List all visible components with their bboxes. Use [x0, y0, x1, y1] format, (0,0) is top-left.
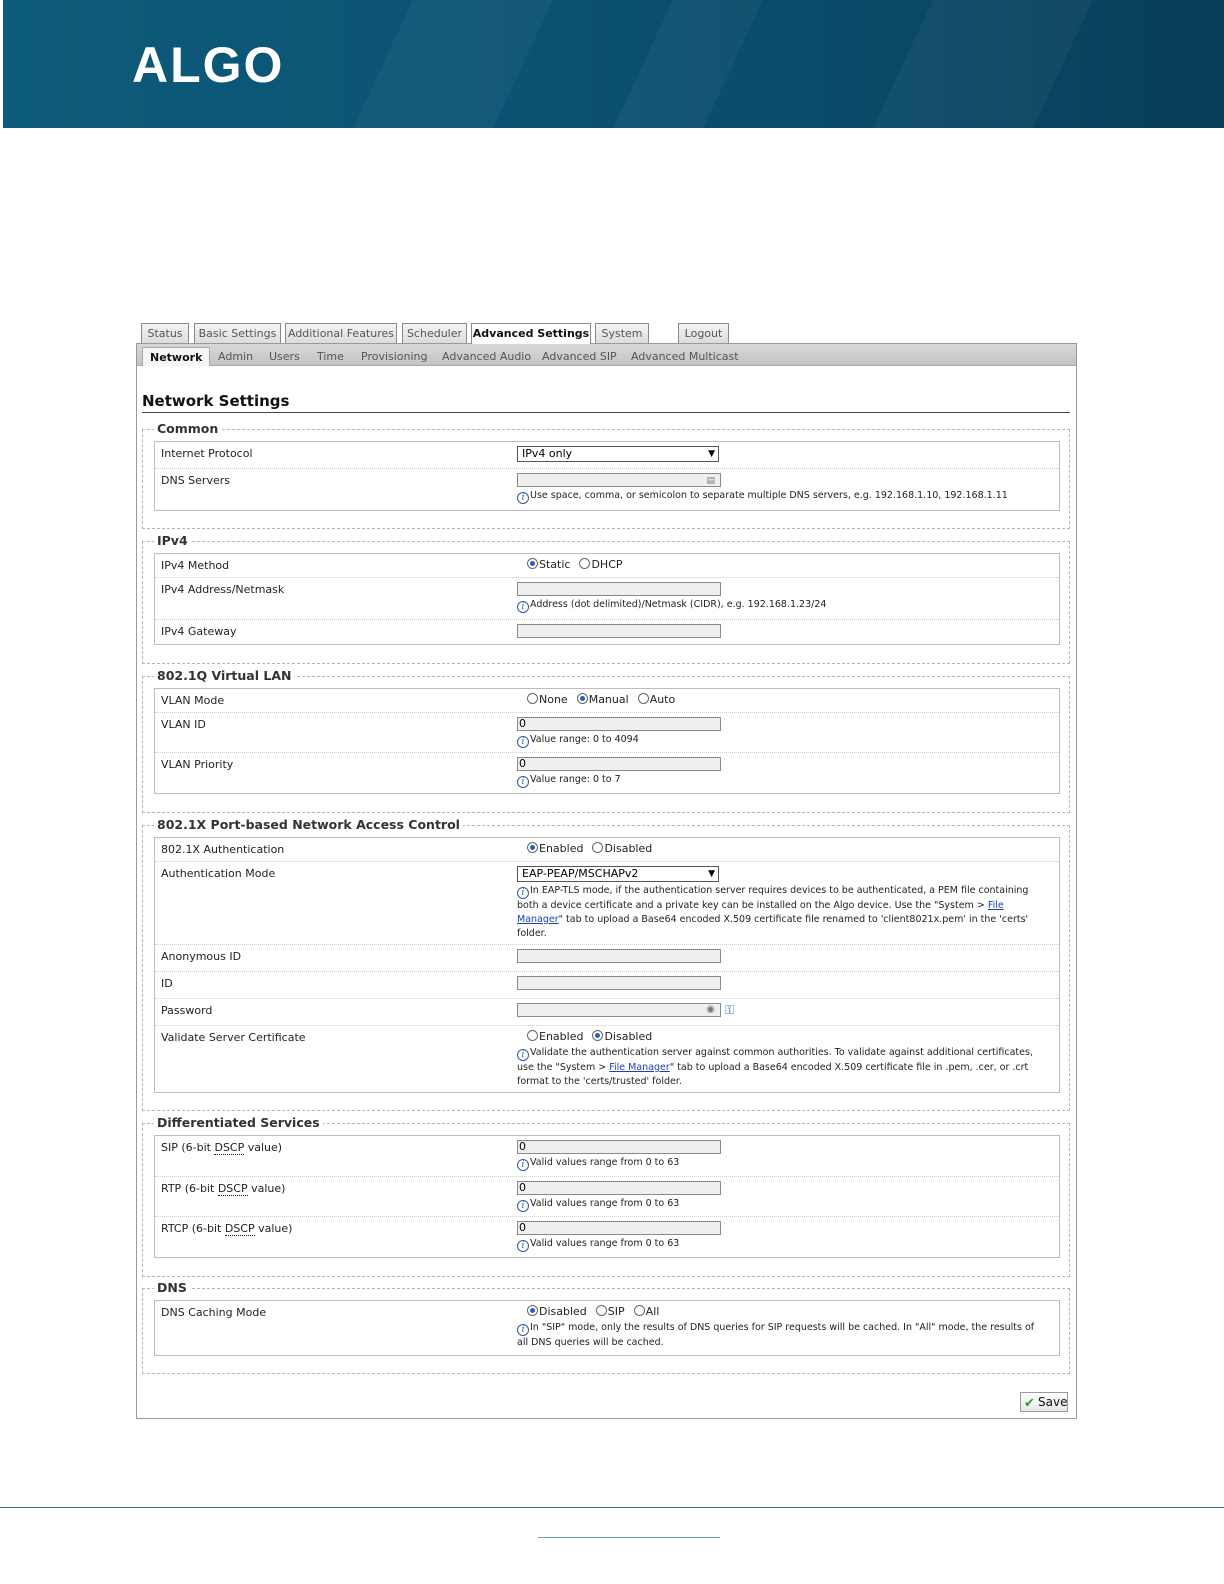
algo-logo: ALGO	[132, 37, 285, 93]
validate-disabled-radio[interactable]	[592, 1030, 603, 1041]
banner-stripe	[353, 0, 553, 128]
diffserv-table	[154, 1135, 1060, 1258]
dns-caching-label: DNS Caching Mode	[161, 1306, 267, 1319]
vlan-id-row	[155, 713, 1059, 753]
rtcp-dscp-control	[517, 1221, 1047, 1252]
ipv4-address-label: IPv4 Address/Netmask	[161, 583, 285, 596]
subtab-time[interactable]: Time	[317, 350, 344, 363]
info-icon: i	[517, 601, 529, 613]
subtab-advanced-multicast[interactable]: Advanced Multicast	[631, 350, 739, 363]
validate-cert-control: Enabled Disabled i Validate the authentication server against common authorities. To validate against additional certificates, use the "System > File Manager" tab to upload a Base64 encoded X.509 certificate file in .pem, .cer, or .crt format to the 'certs/trusted' folder.	[517, 1030, 1047, 1089]
footer-accent-line	[538, 1537, 720, 1538]
tab-advanced-settings[interactable]: Advanced Settings	[471, 323, 591, 344]
password-label: Password	[161, 1004, 213, 1017]
auth-mode-hint: i In EAP-TLS mode, if the authentication server requires devices to be authenticated, a PEM file containing both a device certificate and a private key can be installed on the Algo device. Use the "System > File Manager" tab to upload a Base64 encoded X.509 certificate file renamed to 'client8021x.pem' in the 'certs' folder.	[517, 885, 1029, 939]
subtab-provisioning[interactable]: Provisioning	[361, 350, 428, 363]
file-manager-link[interactable]: File Manager	[517, 900, 1004, 925]
vlan-priority-hint: i Value range: 0 to 7	[517, 773, 1047, 788]
ipv4-dhcp-radio[interactable]	[579, 558, 590, 569]
common-legend: Common	[154, 421, 221, 436]
ipv4-legend: IPv4	[154, 533, 191, 548]
vlan-id-input[interactable]: 0	[517, 717, 721, 731]
password-input[interactable]	[517, 1003, 721, 1017]
dot1x-mode-row	[155, 862, 1059, 945]
ipv4-section	[142, 533, 1070, 664]
ipv4-address-hint: i Address (dot delimited)/Netmask (CIDR), e.g. 192.168.1.23/24	[517, 598, 1047, 613]
ipv4-gateway-input[interactable]	[517, 624, 721, 638]
page-title: Network Settings	[142, 392, 1070, 413]
vlan-priority-input[interactable]: 0	[517, 757, 721, 771]
internet-protocol-row	[155, 442, 1059, 469]
dns-section	[142, 1280, 1070, 1374]
ipv4-method-control: Static DHCP	[527, 558, 1057, 572]
dns-servers-label: DNS Servers	[161, 474, 230, 487]
rtcp-dscp-hint: i Valid values range from 0 to 63	[517, 1237, 1047, 1252]
chevron-down-icon: ▼	[708, 449, 715, 459]
chevron-down-icon: ▼	[708, 869, 715, 879]
dns-cache-all-radio[interactable]	[634, 1305, 645, 1316]
vlan-priority-label: VLAN Priority	[161, 758, 234, 771]
diffserv-legend: Differentiated Services	[154, 1115, 323, 1130]
validate-cert-label: Validate Server Certificate	[161, 1031, 306, 1044]
id-label: ID	[161, 977, 173, 990]
subtab-advanced-audio[interactable]: Advanced Audio	[442, 350, 532, 363]
auth-mode-select[interactable]	[517, 866, 719, 882]
dot1x-legend: 802.1X Port-based Network Access Control	[154, 817, 463, 832]
vlan-none-radio[interactable]	[527, 693, 538, 704]
rtp-dscp-input[interactable]: 0	[517, 1181, 721, 1195]
info-icon: i	[517, 492, 529, 504]
rtcp-dscp-row	[155, 1217, 1059, 1258]
dns-caching-hint: i In "SIP" mode, only the results of DNS queries for SIP requests will be cached. In "All" mode, the results of all DNS queries will be cached.	[517, 1322, 1035, 1348]
checkmark-icon: ✔	[1024, 1396, 1035, 1411]
rtp-dscp-control	[517, 1181, 1047, 1212]
subtab-users[interactable]: Users	[269, 350, 300, 363]
rtp-dscp-row	[155, 1177, 1059, 1217]
save-button[interactable]: ✔ Save	[1020, 1392, 1068, 1412]
dns-caching-control: Disabled SIP All i In "SIP" mode, only the results of DNS queries for SIP requests will be cached. In "All" mode, the results of all DNS queries will be cached.	[517, 1305, 1047, 1350]
rtp-dscp-hint: i Valid values range from 0 to 63	[517, 1197, 1047, 1212]
subtab-advanced-sip[interactable]: Advanced SIP	[542, 350, 617, 363]
rtcp-dscp-label: RTCP (6-bit DSCP value)	[161, 1222, 293, 1235]
sub-navigation	[137, 344, 1076, 366]
info-icon: i	[517, 1049, 529, 1061]
dot1x-mode-label: Authentication Mode	[161, 867, 276, 880]
dns-table	[154, 1300, 1060, 1356]
subtab-network[interactable]: Network	[142, 347, 210, 366]
sip-dscp-row	[155, 1136, 1059, 1177]
ipv4-method-row	[155, 554, 1059, 578]
common-section	[142, 421, 1070, 529]
vlan-auto-radio[interactable]	[638, 693, 649, 704]
file-manager-link[interactable]: File Manager	[609, 1062, 670, 1073]
ipv4-method-label: IPv4 Method	[161, 559, 230, 572]
sip-dscp-hint: i Valid values range from 0 to 63	[517, 1156, 1047, 1171]
validate-cert-row	[155, 1026, 1059, 1093]
tab-scheduler[interactable]: Scheduler	[402, 323, 467, 343]
keys-icon[interactable]: ⚿	[725, 1003, 735, 1017]
id-input[interactable]	[517, 976, 721, 990]
validate-enabled-radio[interactable]	[527, 1030, 538, 1041]
password-control	[517, 1003, 1047, 1017]
vlan-manual-radio[interactable]	[577, 693, 588, 704]
info-icon: i	[517, 1159, 529, 1171]
banner-stripe	[613, 0, 763, 128]
common-table	[154, 441, 1060, 511]
id-control	[517, 976, 1047, 990]
dot1x-disabled-radio[interactable]	[592, 842, 603, 853]
list-icon[interactable]: ▤	[706, 476, 715, 486]
rtp-dscp-label: RTP (6-bit DSCP value)	[161, 1182, 286, 1195]
info-icon: i	[517, 1324, 529, 1336]
info-icon: i	[517, 1240, 529, 1252]
vlan-id-hint: i Value range: 0 to 4094	[517, 733, 1047, 748]
ipv4-address-control	[517, 582, 1047, 613]
password-row	[155, 999, 1059, 1026]
dns-servers-hint: i Use space, comma, or semicolon to separate multiple DNS servers, e.g. 192.168.1.10, 192.168.1.11	[517, 489, 1047, 504]
ipv4-table	[154, 553, 1060, 645]
dot1x-section	[142, 817, 1070, 1111]
banner-stripe	[873, 0, 1093, 128]
info-icon: i	[517, 776, 529, 788]
dns-cache-sip-radio[interactable]	[596, 1305, 607, 1316]
dot1x-auth-label: 802.1X Authentication	[161, 843, 285, 856]
dns-servers-control	[517, 473, 1047, 504]
vlan-priority-control	[517, 757, 1047, 788]
info-icon: i	[517, 887, 529, 899]
ipv4-address-row	[155, 578, 1059, 620]
internet-protocol-control	[517, 446, 1047, 462]
diffserv-section	[142, 1115, 1070, 1277]
auth-mode-value: EAP-PEAP/MSCHAPv2	[522, 867, 639, 880]
ipv4-static-radio[interactable]	[527, 558, 538, 569]
vlan-section	[142, 668, 1070, 813]
anonymous-id-label: Anonymous ID	[161, 950, 242, 963]
dot1x-enabled-radio[interactable]	[527, 842, 538, 853]
show-password-icon[interactable]: ◉	[706, 1004, 715, 1015]
anonymous-id-input[interactable]	[517, 949, 721, 963]
vlan-table	[154, 688, 1060, 794]
internet-protocol-value: IPv4 only	[522, 447, 573, 460]
dns-cache-disabled-radio[interactable]	[527, 1305, 538, 1316]
info-icon: i	[517, 736, 529, 748]
tab-logout[interactable]: Logout	[678, 323, 729, 343]
internet-protocol-select[interactable]	[517, 446, 719, 462]
footer-divider	[0, 1507, 1224, 1508]
dns-legend: DNS	[154, 1280, 190, 1295]
anonymous-id-control	[517, 949, 1047, 963]
ipv4-address-input[interactable]	[517, 582, 721, 596]
vlan-mode-label: VLAN Mode	[161, 694, 225, 707]
sip-dscp-input[interactable]: 0	[517, 1140, 721, 1154]
vlan-mode-row	[155, 689, 1059, 713]
dot1x-auth-control: Enabled Disabled	[527, 842, 1057, 856]
dot1x-mode-control	[517, 866, 1047, 941]
dns-caching-row	[155, 1301, 1059, 1355]
dns-servers-input[interactable]	[517, 473, 721, 487]
dot1x-auth-row	[155, 838, 1059, 862]
vlan-legend: 802.1Q Virtual LAN	[154, 668, 294, 683]
anonymous-id-row	[155, 945, 1059, 972]
vlan-id-control	[517, 717, 1047, 748]
id-row	[155, 972, 1059, 999]
sip-dscp-control	[517, 1140, 1047, 1171]
vlan-priority-row	[155, 753, 1059, 794]
ipv4-gateway-label: IPv4 Gateway	[161, 625, 237, 638]
ipv4-gateway-control	[517, 624, 1047, 638]
tab-status[interactable]: Status	[141, 323, 189, 343]
subtab-admin[interactable]: Admin	[218, 350, 254, 363]
validate-cert-hint: i Validate the authentication server against common authorities. To validate against additional certificates, use the "System > File Manager" tab to upload a Base64 encoded X.509 certificate file in .pem, .cer, or .crt format to the 'certs/trusted' folder.	[517, 1047, 1033, 1087]
tab-basic-settings[interactable]: Basic Settings	[194, 323, 281, 343]
dns-servers-row	[155, 469, 1059, 511]
dot1x-table	[154, 837, 1060, 1093]
vlan-id-label: VLAN ID	[161, 718, 206, 731]
rtcp-dscp-input[interactable]: 0	[517, 1221, 721, 1235]
sip-dscp-label: SIP (6-bit DSCP value)	[161, 1141, 283, 1154]
internet-protocol-label: Internet Protocol	[161, 447, 253, 460]
info-icon: i	[517, 1200, 529, 1212]
tab-system[interactable]: System	[595, 323, 649, 343]
vlan-mode-control: None Manual Auto	[527, 693, 1057, 707]
tab-additional-features[interactable]: Additional Features	[285, 323, 397, 343]
ipv4-gateway-row	[155, 620, 1059, 645]
